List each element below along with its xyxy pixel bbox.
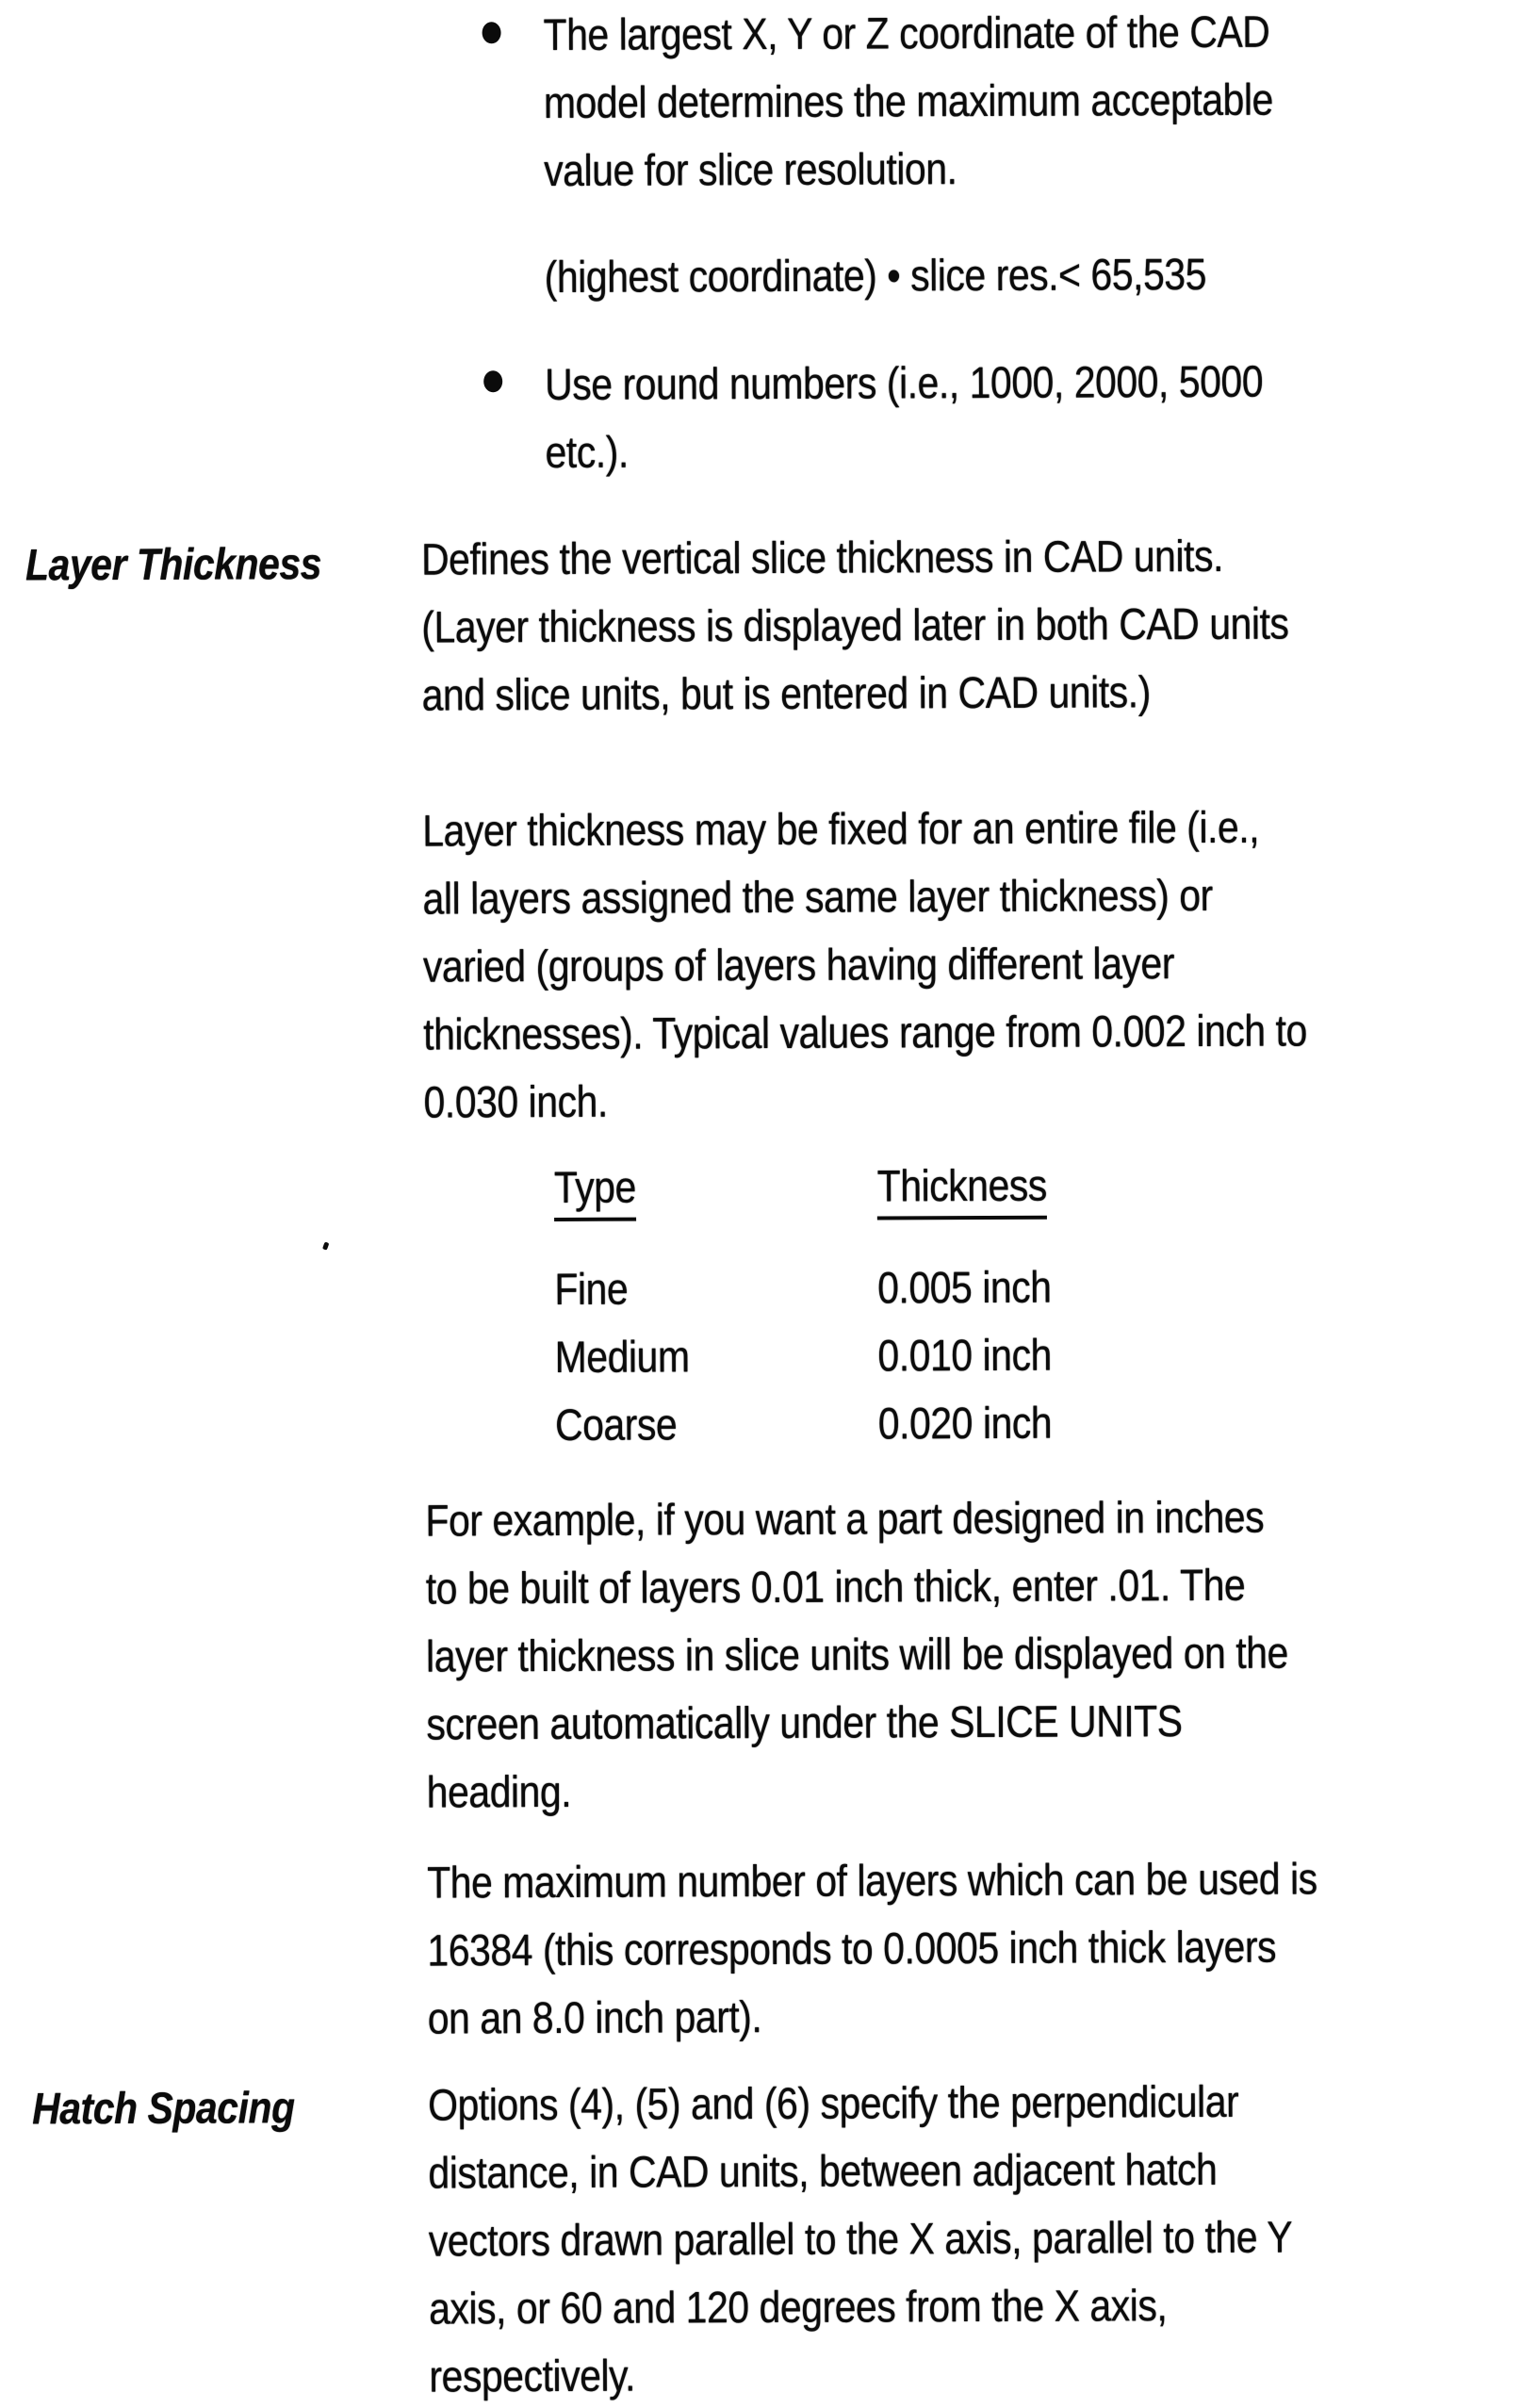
bullet-marker	[483, 22, 501, 43]
table-cell-type: Medium	[554, 1331, 690, 1382]
thickness-table-header-row	[554, 1152, 1051, 1221]
table-row	[555, 1321, 1052, 1391]
table-header-type-cell	[554, 1152, 877, 1220]
table-cell-thickness: 0.005 inch	[877, 1261, 1052, 1313]
layer-thickness-paragraph-3: For example, if you want a part designed in inches to be built of layers 0.01 inch thick, enter .01. The layer thickness in slice units will be displayed on the screen automatically under the SLICE UNITS heading.	[425, 1491, 1288, 1817]
bullet-marker	[483, 370, 502, 392]
scan-speck-artifact	[322, 1241, 329, 1250]
table-header-thickness: Thickness	[877, 1161, 1047, 1220]
layer-thickness-label: Layer Thickness	[25, 538, 322, 590]
table-header-thickness-cell	[877, 1152, 1047, 1220]
layer-thickness-paragraph-2: Layer thickness may be fixed for an entire file (i.e., all layers assigned the same layer thickness) or varied (groups of layers having different layer thicknesses). Typical values range from 0.002 inch to 0.030 inch.	[422, 801, 1307, 1127]
bullet-item-round-numbers: Use round numbers (i.e., 1000, 2000, 5000 etc.).	[545, 355, 1264, 478]
table-cell-type: Coarse	[554, 1399, 678, 1450]
table-cell-type: Fine	[554, 1263, 629, 1314]
bullet-item-largest-coordinate: The largest X, Y or Z coordinate of the CAD model determines the maximum acceptable value for slice resolution.	[543, 6, 1273, 196]
layer-thickness-paragraph-4: The maximum number of layers which can be used is 16384 (this corresponds to 0.0005 inch thick layers on an 8.0 inch part).	[427, 1853, 1317, 2043]
hatch-spacing-paragraph: Options (4), (5) and (6) specify the perpendicular distance, in CAD units, between adjacent hatch vectors drawn parallel to the X axis, parallel to the Y axis, or 60 and 120 degrees from the X axis, respectively.	[428, 2075, 1293, 2401]
table-cell-thickness: 0.020 inch	[877, 1397, 1053, 1449]
table-row	[554, 1253, 1051, 1323]
hatch-spacing-label: Hatch Spacing	[32, 2082, 295, 2134]
table-cell-thickness: 0.010 inch	[877, 1329, 1052, 1381]
table-header-type: Type	[554, 1163, 636, 1221]
layer-thickness-paragraph-1: Defines the vertical slice thickness in CAD units. (Layer thickness is displayed later in both CAD units and slice units, but is entered in CAD units.)	[420, 530, 1289, 720]
thickness-table	[554, 1152, 1053, 1459]
slice-resolution-formula: (highest coordinate) • slice res.< 65,535	[544, 248, 1207, 303]
table-row	[555, 1389, 1052, 1459]
